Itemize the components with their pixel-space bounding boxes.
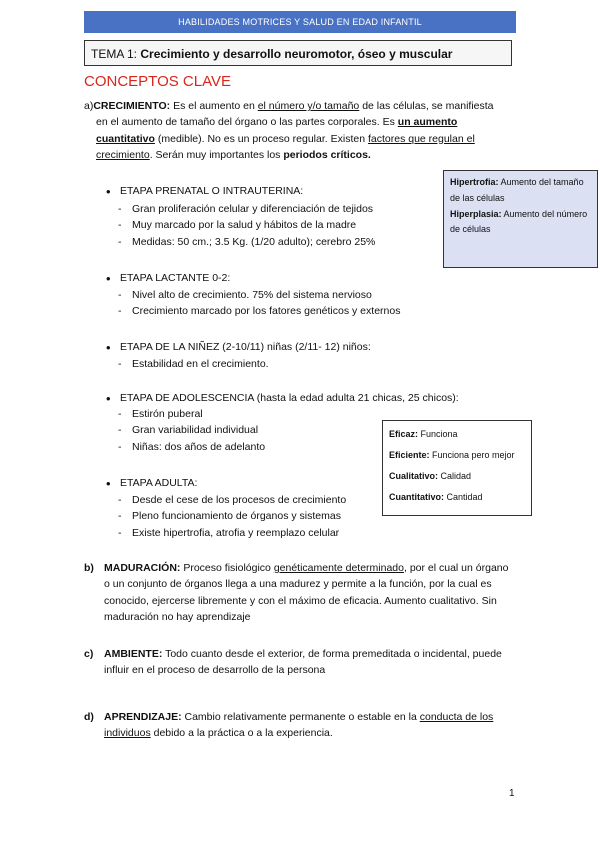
text-run: (medible). No es un proceso regular. Existen	[154, 132, 368, 145]
stage-list	[106, 339, 371, 355]
stage-list	[106, 270, 230, 286]
stage-items	[118, 356, 269, 372]
stage-title: • ETAPA DE ADOLESCENCIA (hasta la edad adulta 21 chicas, 25 chicos):	[106, 390, 459, 406]
definition-term: Eficiente:	[389, 450, 430, 461]
list-item: - Muy marcado por la salud y hábitos de la madre	[118, 217, 375, 233]
definition-text: Aumento del número de células	[450, 208, 588, 235]
list-item: - Crecimiento marcado por los fatores genéticos y externos	[118, 303, 400, 319]
underlined-text: conducta de los individuos	[104, 711, 494, 740]
underlined-text: factores que regulan el crecimiento	[96, 132, 475, 161]
paragraph-aprendizaje	[84, 709, 516, 742]
list-item: - Estirón puberal	[118, 406, 265, 422]
definition-text: Aumento del tamaño de las células	[450, 177, 584, 203]
text-run: Proceso fisiológico	[180, 562, 274, 574]
underlined-text: un aumento cuantitativo	[96, 116, 458, 145]
item-prefix: d)	[84, 711, 94, 723]
stage-title: • ETAPA DE LA NIÑEZ (2-10/11) niñas (2/11- 12) niños:	[106, 339, 371, 355]
list-item: - Medidas: 50 cm.; 3.5 Kg. (1/20 adulto); cerebro 25%	[118, 234, 375, 250]
list-item: - Gran variabilidad individual	[118, 422, 265, 438]
definitions-box-efficacy	[382, 420, 532, 516]
definition-term: Hiperplasia:	[450, 208, 502, 219]
definition-term: Cuantitativo:	[389, 492, 444, 503]
stage-list	[106, 183, 303, 199]
stage-items	[118, 492, 346, 541]
list-item: - Estabilidad en el crecimiento.	[118, 356, 269, 372]
definition-text: Funciona	[418, 429, 458, 439]
topic-title: Crecimiento y desarrollo neuromotor, óseo y muscular	[140, 47, 453, 61]
text-run: , por el cual un órgano o un conjunto de órganos llega a una madurez y permite a la función, por la cual es conocido, ejercerse libremente y con el máximo de eficacia. Aumento cualitativo. Sin maduración no hay aprendizaje	[104, 562, 509, 623]
list-item: - Desde el cese de los procesos de crecimiento	[118, 492, 346, 508]
stage-items	[118, 406, 265, 455]
stage-items	[118, 287, 400, 320]
paragraph-crecimiento	[84, 98, 504, 163]
text-run: debido a la práctica o a la experiencia.	[150, 727, 333, 740]
underlined-text: genéticamente determinado	[273, 562, 404, 574]
text-run: Todo cuanto desde el exterior, de forma premeditada o incidental, puede influir en el proceso de desarrollo de la persona	[104, 648, 502, 677]
page-number: 1	[509, 788, 515, 799]
term-label: CRECIMIENTO:	[93, 100, 171, 112]
item-prefix: b)	[84, 562, 94, 574]
stage-title: • ETAPA ADULTA:	[106, 475, 197, 491]
definition-text: Calidad	[438, 471, 472, 482]
underlined-text: el número y/o tamaño	[257, 100, 360, 112]
list-item: - Nivel alto de crecimiento. 75% del sistema nervioso	[118, 287, 400, 303]
term-label: APRENDIZAJE:	[104, 711, 182, 723]
document-banner: HABILIDADES MOTRICES Y SALUD EN EDAD INFANTIL	[84, 11, 516, 33]
list-item: - Gran proliferación celular y diferenciación de tejidos	[118, 201, 375, 217]
list-item: - Pleno funcionamiento de órganos y sistemas	[118, 508, 346, 524]
bold-text: periodos críticos.	[283, 148, 371, 161]
definition-text: Cantidad	[444, 492, 483, 503]
section-title: CONCEPTOS CLAVE	[84, 73, 231, 90]
stage-title: • ETAPA LACTANTE 0-2:	[106, 270, 230, 286]
list-item: - Niñas: dos años de adelanto	[118, 439, 265, 455]
text-run: Es el aumento en	[170, 100, 258, 112]
paragraph-ambiente	[84, 646, 516, 679]
definition-term: Cualitativo:	[389, 471, 439, 482]
term-label: MADURACIÓN:	[104, 562, 181, 574]
stage-items	[118, 201, 375, 250]
text-run: de las células, se manifiesta en el aumento de tamaño del órgano o las partes corporales. Es	[96, 100, 494, 129]
list-item: - Existe hipertrofia, atrofia y reemplazo celular	[118, 525, 346, 541]
term-label: AMBIENTE:	[104, 648, 163, 660]
item-prefix: a)	[84, 100, 94, 112]
text-run: Cambio relativamente permanente o estable en la	[181, 711, 420, 723]
definition-term: Eficaz:	[389, 429, 419, 439]
topic-title-box	[84, 40, 512, 66]
text-run: . Serán muy importantes los	[149, 148, 284, 161]
definition-text: Funciona pero mejor	[429, 450, 515, 461]
paragraph-maduracion	[84, 560, 516, 625]
stage-title: • ETAPA PRENATAL O INTRAUTERINA:	[106, 183, 303, 199]
definition-term: Hipertrofia:	[450, 177, 499, 187]
topic-label: TEMA 1:	[91, 47, 138, 61]
definitions-box-hypertrophy	[443, 170, 598, 268]
item-prefix: c)	[84, 648, 94, 660]
stage-list	[106, 475, 197, 491]
stage-list	[106, 390, 459, 406]
